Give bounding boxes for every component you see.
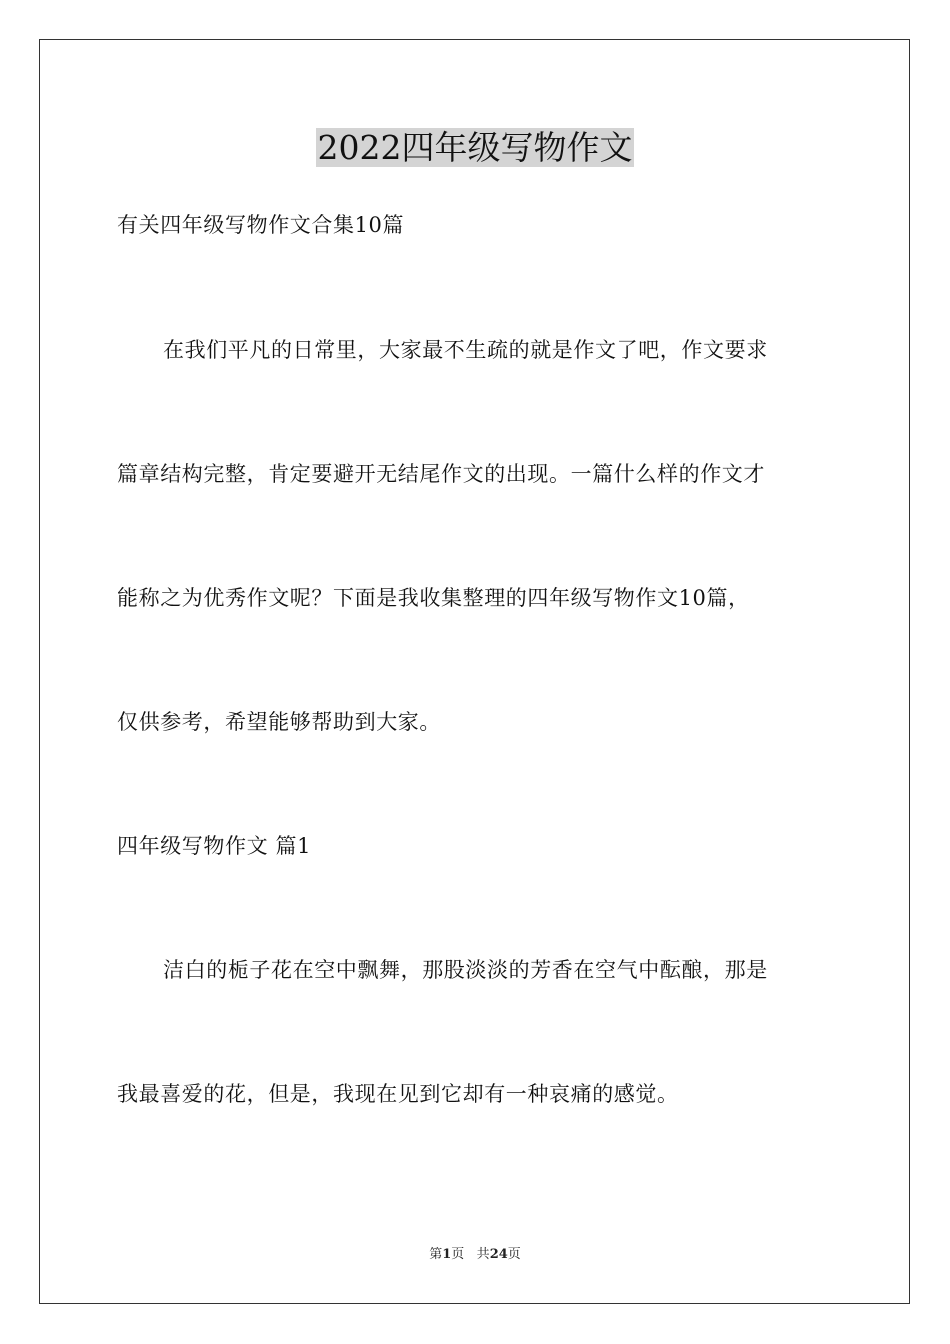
intro-line-1: 在我们平凡的日常里，大家最不生疏的就是作文了吧，作文要求 xyxy=(163,338,768,362)
intro-line-2: 篇章结构完整，肯定要避开无结尾作文的出现。一篇什么样的作文才 xyxy=(117,462,765,486)
footer-total-pages: 24 xyxy=(489,1247,508,1262)
section-line-1: 洁白的栀子花在空中飘舞，那股淡淡的芳香在空气中酝酿，那是 xyxy=(163,958,768,982)
document-title xyxy=(0,125,950,171)
footer-page-number: 1 xyxy=(442,1247,452,1262)
page-footer xyxy=(0,1246,950,1264)
document-subtitle: 有关四年级写物作文合集10篇 xyxy=(117,213,405,237)
footer-total-suffix: 页 xyxy=(507,1247,521,1262)
footer-page-prefix: 第 xyxy=(429,1247,443,1262)
intro-line-3: 能称之为优秀作文呢？下面是我收集整理的四年级写物作文10篇， xyxy=(117,586,750,610)
footer-page-suffix: 页 xyxy=(451,1247,465,1262)
intro-line-4: 仅供参考，希望能够帮助到大家。 xyxy=(117,710,441,734)
document-title-text: 2022四年级写物作文 xyxy=(317,128,633,167)
footer-total-prefix: 共 xyxy=(476,1247,490,1262)
section-line-2: 我最喜爱的花，但是，我现在见到它却有一种哀痛的感觉。 xyxy=(117,1082,679,1106)
section-heading: 四年级写物作文 篇1 xyxy=(117,834,312,858)
